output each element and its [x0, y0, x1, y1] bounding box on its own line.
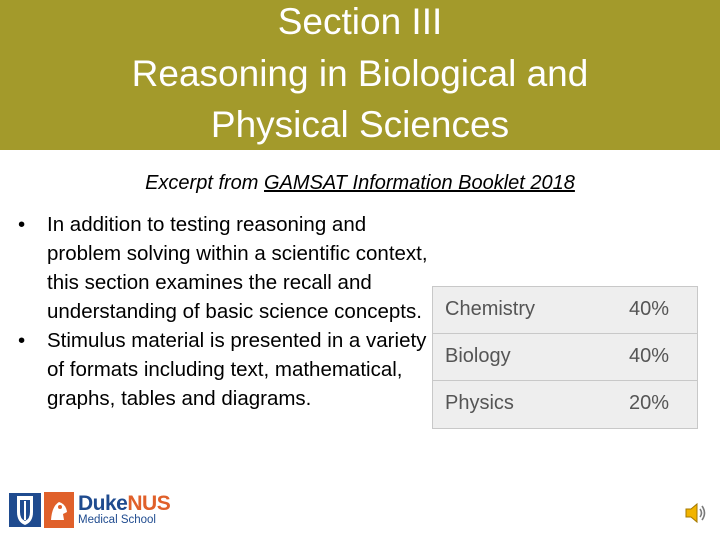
slide-title-line-2: Reasoning in Biological and	[131, 53, 589, 94]
bullet-item	[18, 326, 438, 413]
logo-name-main: Duke	[78, 492, 128, 515]
table-row	[433, 381, 697, 428]
bullet-text: Stimulus material is presented in a variety of formats including text, mathematical, graphs, tables and diagrams.	[47, 329, 427, 410]
subject-name: Physics	[445, 392, 514, 414]
duke-nus-shield-icon	[8, 492, 42, 528]
logo-school-label: Medical School	[78, 514, 156, 526]
subject-percent: 40%	[628, 345, 669, 367]
table-row	[433, 334, 697, 381]
slide-title-line-3: Physical Sciences	[210, 104, 510, 145]
nus-lion-emblem-icon	[44, 492, 74, 528]
excerpt-source: GAMSAT Information Booklet 2018	[264, 172, 575, 194]
subject-name: Chemistry	[445, 298, 536, 320]
slide-title-line-1: Section III	[277, 1, 443, 42]
subject-percent: 40%	[628, 298, 669, 320]
bullet-list	[18, 210, 438, 413]
subject-weighting-table	[432, 286, 698, 429]
bullet-marker: •	[18, 329, 26, 352]
subject-percent: 20%	[628, 392, 669, 414]
title-banner	[0, 0, 720, 150]
logo-name-highlight: NUS	[127, 492, 171, 515]
speaker-icon[interactable]	[682, 500, 708, 526]
table-row	[433, 287, 697, 334]
excerpt-prefix: Excerpt from	[145, 172, 265, 194]
duke-nus-logo	[8, 492, 171, 532]
logo-wordmark	[78, 492, 170, 516]
excerpt-caption	[0, 172, 720, 195]
bullet-item	[18, 210, 438, 326]
bullet-text: In addition to testing reasoning and problem solving within a scientific context, this section examines the recall and understanding of basic science concepts.	[47, 213, 428, 323]
subject-name: Biology	[445, 345, 511, 367]
bullet-marker: •	[18, 213, 26, 236]
